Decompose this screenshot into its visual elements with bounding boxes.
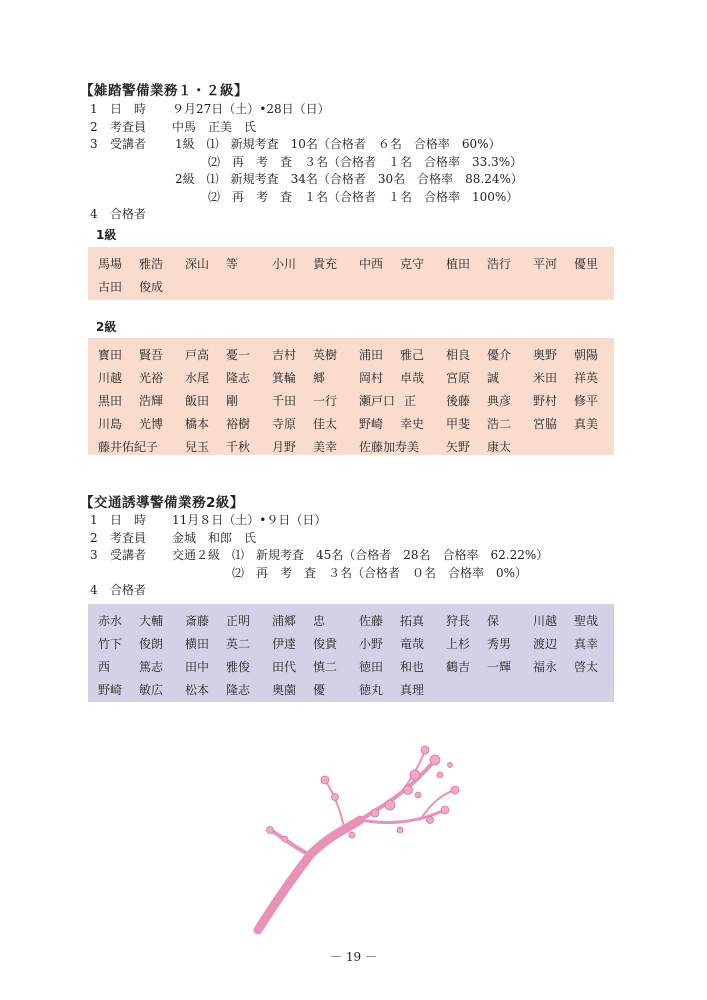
page-number: － 19 － xyxy=(330,950,377,964)
given-name: 典彦 xyxy=(487,394,512,408)
grade2-names-box xyxy=(88,338,614,455)
section1-line-label: 合格者 xyxy=(110,207,147,221)
name-entry xyxy=(98,346,185,363)
name-entry xyxy=(98,635,185,652)
name-entry xyxy=(98,438,185,455)
name-entry xyxy=(359,658,446,675)
family-name: 宮脇 xyxy=(533,417,558,431)
family-name: 鶴吉 xyxy=(446,660,471,674)
family-name: 野崎 xyxy=(359,417,384,431)
name-entry xyxy=(359,346,446,363)
given-name: 郷 xyxy=(313,371,326,385)
family-name: 箕輪 xyxy=(272,371,297,385)
given-name: 朝陽 xyxy=(574,348,599,362)
family-name: 後藤 xyxy=(446,394,471,408)
grade1-label: 1級 xyxy=(96,228,117,242)
family-name: 瀬戸口 xyxy=(359,394,396,408)
name-entry xyxy=(446,658,533,675)
family-name: 黒田 xyxy=(98,394,123,408)
traffic-names-box xyxy=(88,604,614,702)
given-name: 拓真 xyxy=(400,614,425,628)
given-name: 和也 xyxy=(400,660,425,674)
name-entry xyxy=(359,392,446,409)
name-entry xyxy=(446,369,533,386)
family-name: 馬場 xyxy=(98,257,123,271)
name-entry xyxy=(533,415,620,432)
name-entry xyxy=(533,612,620,629)
family-name: 奥薗 xyxy=(272,683,297,697)
section1-line-value: 1級 ⑴ 新規考査 10名（合格者 ６名 合格率 60%） xyxy=(175,137,501,151)
section2-line-label: 考査員 xyxy=(110,530,147,545)
given-name: 俊朗 xyxy=(139,637,164,651)
section2-line-value: 交通２級 ⑴ 新規考査 45名（合格者 28名 合格率 62.22%） xyxy=(172,548,549,562)
family-name: 上杉 xyxy=(446,637,471,651)
given-name: 浩二 xyxy=(487,417,512,431)
section1-line-num: 3 xyxy=(90,137,98,151)
given-name: 幸史 xyxy=(400,417,425,431)
family-name: 浦田 xyxy=(359,348,384,362)
name-entry xyxy=(446,612,533,629)
section2-title: 【交通誘導警備業務2級】 xyxy=(80,495,244,511)
family-name: 相良 xyxy=(446,348,471,362)
given-name: 敏広 xyxy=(139,683,164,697)
section1-line-num: 2 xyxy=(90,119,98,134)
name-entry xyxy=(98,658,185,675)
name-entry xyxy=(185,392,272,409)
name-entry xyxy=(98,681,185,698)
family-name: 兒玉 xyxy=(185,440,210,454)
family-name: 田代 xyxy=(272,660,297,674)
section1-line-value: ９月27日（土）•28日（日） xyxy=(172,102,330,116)
name-entry xyxy=(359,681,446,698)
given-name: 真美 xyxy=(574,417,599,431)
grade2-label: 2級 xyxy=(96,320,117,334)
section1-line-label: 受講者 xyxy=(110,137,147,151)
family-name: 小川 xyxy=(272,257,297,271)
traffic-names-grid xyxy=(98,609,614,701)
section1-line-value: 中馬 正美 氏 xyxy=(172,119,257,134)
given-name: 隆志 xyxy=(226,371,251,385)
given-name: 俊成 xyxy=(139,280,164,294)
name-entry xyxy=(533,369,620,386)
name-entry xyxy=(185,255,272,272)
section2-line-num: 1 xyxy=(90,513,98,527)
family-name: 戸高 xyxy=(185,348,210,362)
given-name: 卓哉 xyxy=(400,371,425,385)
family-name: 平河 xyxy=(533,257,558,271)
given-name: 忠 xyxy=(313,614,326,628)
given-name: 佳太 xyxy=(313,417,338,431)
name-entry xyxy=(272,635,359,652)
name-entry xyxy=(272,612,359,629)
given-name: 一行 xyxy=(313,394,338,408)
name-entry xyxy=(272,658,359,675)
family-name: 甲斐 xyxy=(446,417,471,431)
given-name: 俊貴 xyxy=(313,637,338,651)
family-name: 矢野 xyxy=(446,440,471,454)
name-entry xyxy=(272,255,359,272)
family-name: 寳田 xyxy=(98,348,123,362)
family-name: 竹下 xyxy=(98,637,123,651)
name-entry xyxy=(272,369,359,386)
given-name: 克守 xyxy=(400,257,425,271)
grade1-names-box xyxy=(88,247,614,300)
name-entry xyxy=(185,612,272,629)
family-name: 浦郷 xyxy=(272,614,297,628)
family-name: 渡辺 xyxy=(533,637,558,651)
family-name: 千田 xyxy=(272,394,297,408)
section2-line-label: 合格者 xyxy=(110,583,147,597)
given-name: 剛 xyxy=(226,394,239,408)
section2-line-label: 受講者 xyxy=(110,548,147,562)
name-entry xyxy=(98,255,185,272)
family-name: 狩長 xyxy=(446,614,471,628)
given-name: 一輝 xyxy=(487,660,512,674)
given-name: 光博 xyxy=(139,417,164,431)
section1-title: 【雑踏警備業務１・２級】 xyxy=(80,83,248,99)
family-name: 横田 xyxy=(185,637,210,651)
given-name: 千秋 xyxy=(226,440,251,454)
family-name: 徳丸 xyxy=(359,683,384,697)
given-name: 優介 xyxy=(487,348,512,362)
name-entry xyxy=(272,346,359,363)
family-name: 植田 xyxy=(446,257,471,271)
name-entry xyxy=(359,415,446,432)
family-name: 野崎 xyxy=(98,683,123,697)
given-name: 祥英 xyxy=(574,371,599,385)
given-name: 賢吾 xyxy=(139,348,164,362)
section1-line-value: 2級 ⑴ 新規考査 34名（合格者 30名 合格率 88.24%） xyxy=(175,172,523,186)
name-entry xyxy=(185,369,272,386)
family-name: 奥野 xyxy=(533,348,558,362)
family-name: 古田 xyxy=(98,280,123,294)
name-entry xyxy=(185,681,272,698)
family-name: 西 xyxy=(98,660,111,674)
name-entry xyxy=(185,635,272,652)
given-name: 貴充 xyxy=(313,257,338,271)
name-entry xyxy=(446,635,533,652)
section1-line-label: 日 時 xyxy=(110,102,147,116)
family-name: 赤水 xyxy=(98,614,123,628)
given-name: 真幸 xyxy=(574,637,599,651)
name-entry xyxy=(272,415,359,432)
given-name: 英樹 xyxy=(313,348,338,362)
given-name: 誠 xyxy=(487,371,500,385)
family-name: 斎藤 xyxy=(185,614,210,628)
family-name: 松本 xyxy=(185,683,210,697)
family-name: 田中 xyxy=(185,660,210,674)
name-entry xyxy=(98,415,185,432)
family-name: 吉村 xyxy=(272,348,297,362)
name-entry xyxy=(359,255,446,272)
family-name: 水尾 xyxy=(185,371,210,385)
name-entry xyxy=(533,346,620,363)
name-entry xyxy=(272,681,359,698)
family-name: 川島 xyxy=(98,417,123,431)
name-entry xyxy=(359,635,446,652)
name-entry xyxy=(185,346,272,363)
given-name: 真理 xyxy=(400,683,425,697)
name-entry xyxy=(272,392,359,409)
family-name: 寺原 xyxy=(272,417,297,431)
section2-line-num: 3 xyxy=(90,548,98,562)
plum-blossom-illustration xyxy=(250,735,475,935)
given-name: 優 xyxy=(313,683,326,697)
name-entry xyxy=(185,658,272,675)
name-entry xyxy=(98,612,185,629)
grade1-names-grid xyxy=(98,252,614,298)
family-name: 宮原 xyxy=(446,371,471,385)
name-entry xyxy=(446,392,533,409)
given-name: 保 xyxy=(487,614,500,628)
name-entry xyxy=(533,658,620,675)
given-name: 浩行 xyxy=(487,257,512,271)
family-name: 橋本 xyxy=(185,417,210,431)
family-name: 月野 xyxy=(272,440,297,454)
family-name: 深山 xyxy=(185,257,210,271)
given-name: 優里 xyxy=(574,257,599,271)
family-name: 福永 xyxy=(533,660,558,674)
section2-line-num: 4 xyxy=(90,583,98,597)
family-name: 藤井佑紀子 xyxy=(98,440,159,454)
given-name: 英二 xyxy=(226,637,251,651)
given-name: 等 xyxy=(226,257,239,271)
given-name: 憂一 xyxy=(226,348,251,362)
name-entry xyxy=(446,438,533,455)
section1-line-value: ⑵ 再 考 査 ３名（合格者 １名 合格率 33.3%） xyxy=(208,154,523,169)
section1-line-label: 考査員 xyxy=(110,119,147,134)
family-name: 小野 xyxy=(359,637,384,651)
name-entry xyxy=(98,392,185,409)
family-name: 岡村 xyxy=(359,371,384,385)
name-entry xyxy=(446,255,533,272)
family-name: 川越 xyxy=(533,614,558,628)
section2-line-value: 金城 和郎 氏 xyxy=(172,530,257,545)
given-name: 康太 xyxy=(487,440,512,454)
name-entry xyxy=(272,438,359,455)
name-entry xyxy=(359,438,446,455)
name-entry xyxy=(359,612,446,629)
given-name: 秀男 xyxy=(487,637,512,651)
family-name: 飯田 xyxy=(185,394,210,408)
section2-line-label: 日 時 xyxy=(110,513,147,527)
name-entry xyxy=(446,415,533,432)
name-entry xyxy=(98,278,185,295)
name-entry xyxy=(359,369,446,386)
given-name: 雅浩 xyxy=(139,257,164,271)
given-name: 浩輝 xyxy=(139,394,164,408)
name-entry xyxy=(533,635,620,652)
given-name: 正 xyxy=(404,394,417,408)
family-name: 中西 xyxy=(359,257,384,271)
name-entry xyxy=(185,415,272,432)
given-name: 篤志 xyxy=(139,660,164,674)
family-name: 米田 xyxy=(533,371,558,385)
given-name: 雅己 xyxy=(400,348,425,362)
given-name: 聖哉 xyxy=(574,614,599,628)
given-name: 竜哉 xyxy=(400,637,425,651)
family-name: 伊達 xyxy=(272,637,297,651)
section1-line-value: ⑵ 再 考 査 １名（合格者 １名 合格率 100%） xyxy=(208,189,519,204)
given-name: 光裕 xyxy=(139,371,164,385)
family-name: 佐藤 xyxy=(359,614,384,628)
section2-line-num: 2 xyxy=(90,530,98,545)
section1-line-num: 4 xyxy=(90,207,98,221)
given-name: 慎二 xyxy=(313,660,338,674)
given-name: 美幸 xyxy=(313,440,338,454)
section2-line-value: ⑵ 再 考 査 ３名（合格者 ０名 合格率 0%） xyxy=(232,565,528,580)
given-name: 雅俊 xyxy=(226,660,251,674)
name-entry xyxy=(446,346,533,363)
given-name: 裕樹 xyxy=(226,417,251,431)
family-name: 川越 xyxy=(98,371,123,385)
given-name: 正明 xyxy=(226,614,251,628)
given-name: 大輔 xyxy=(139,614,164,628)
given-name: 隆志 xyxy=(226,683,251,697)
family-name: 野村 xyxy=(533,394,558,408)
section2-line-value: 11月８日（土）•９日（日） xyxy=(172,513,327,527)
given-name: 啓太 xyxy=(574,660,599,674)
family-name: 佐藤加寿美 xyxy=(359,440,420,454)
name-entry xyxy=(98,369,185,386)
name-entry xyxy=(185,438,272,455)
name-entry xyxy=(533,392,620,409)
section1-line-num: 1 xyxy=(90,102,98,116)
family-name: 徳田 xyxy=(359,660,384,674)
grade2-names-grid xyxy=(98,343,614,458)
name-entry xyxy=(533,255,620,272)
given-name: 修平 xyxy=(574,394,599,408)
